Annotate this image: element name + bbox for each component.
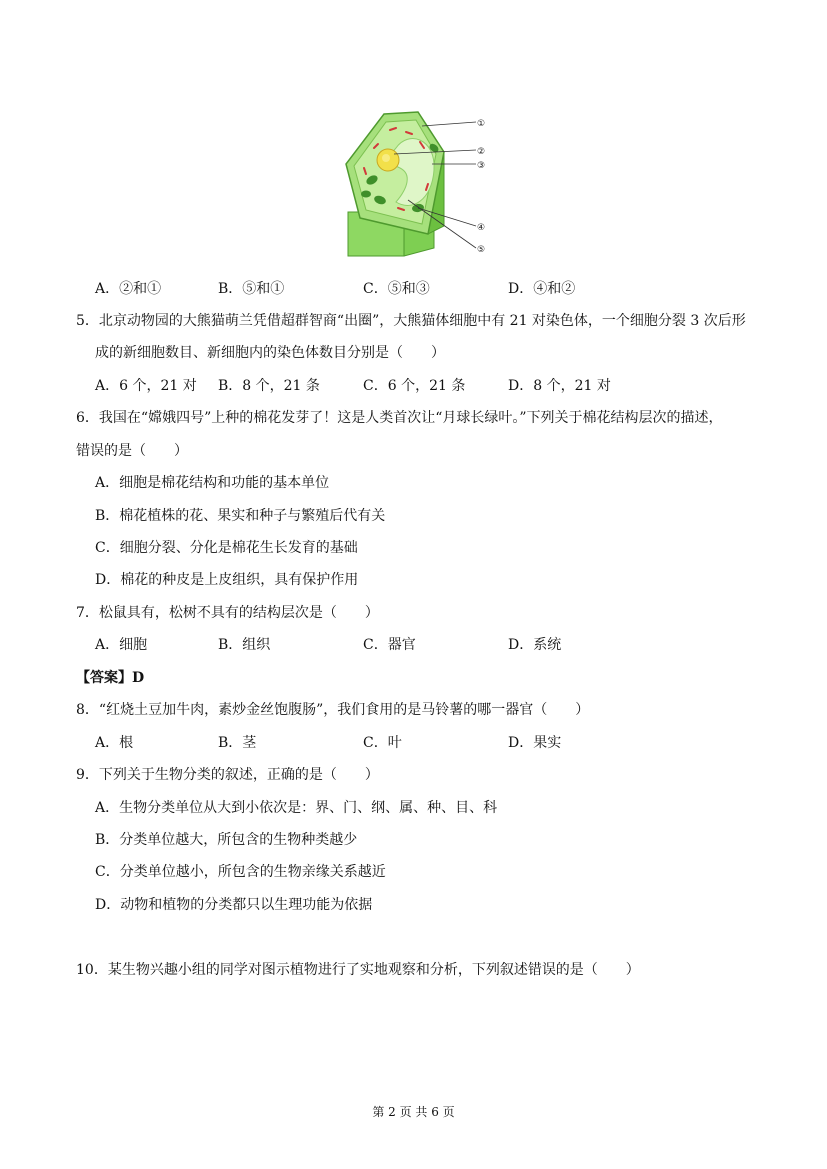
q6-option-a: A．细胞是棉花结构和功能的基本单位 xyxy=(95,475,330,491)
q10-stem: 10．某生物兴趣小组的同学对图示植物进行了实地观察和分析，下列叙述错误的是（ ） xyxy=(76,962,640,978)
label-4: ④ xyxy=(477,223,486,233)
label-5: ⑤ xyxy=(477,245,486,255)
label-3: ③ xyxy=(477,161,486,171)
q4-option-b: B．⑤和① xyxy=(218,281,285,297)
q6-option-d: D．棉花的种皮是上皮组织，具有保护作用 xyxy=(95,572,359,588)
q9-option-c: C．分类单位越小，所包含的生物亲缘关系越近 xyxy=(95,864,386,880)
q7-stem: 7．松鼠具有，松树不具有的结构层次是（ ） xyxy=(76,605,379,621)
q8-stem: 8．“红烧土豆加牛肉，素炒金丝饱腹肠”，我们食用的是马铃薯的哪一器官（ ） xyxy=(76,702,590,718)
page-footer: 第 2 页 共 6 页 xyxy=(372,1105,455,1119)
q6-stem-line2: 错误的是（ ） xyxy=(76,443,188,459)
q9-stem: 9．下列关于生物分类的叙述，正确的是（ ） xyxy=(76,767,379,783)
q5-option-c: C．6 个，21 条 xyxy=(363,378,466,394)
q7-option-b: B．组织 xyxy=(218,637,271,653)
q7-option-a: A．细胞 xyxy=(95,637,148,653)
q9-option-a: A．生物分类单位从大到小依次是：界、门、纲、属、种、目、科 xyxy=(95,800,498,816)
q6-option-c: C．细胞分裂、分化是棉花生长发育的基础 xyxy=(95,540,358,556)
q4-option-a: A．②和① xyxy=(95,281,162,297)
label-1: ① xyxy=(477,119,486,129)
q5-stem-line2: 成的新细胞数目、新细胞内的染色体数目分别是（ ） xyxy=(95,345,445,361)
q9-option-b: B．分类单位越大，所包含的生物种类越少 xyxy=(95,832,358,848)
q7-option-d: D．系统 xyxy=(508,637,562,653)
q8-option-b: B．茎 xyxy=(218,735,257,751)
q5-option-d: D．8 个，21 对 xyxy=(508,378,611,394)
label-2: ② xyxy=(477,147,486,157)
q5-option-b: B．8 个，21 条 xyxy=(218,378,320,394)
q5-stem-line1: 5．北京动物园的大熊猫萌兰凭借超群智商“出圈”，大熊猫体细胞中有 21 对染色体，一个细胞分裂 3 次后形 xyxy=(76,313,746,329)
plant-cell-figure xyxy=(338,108,498,258)
q5-option-a: A．6 个，21 对 xyxy=(95,378,197,394)
q6-stem-line1: 6．我国在“嫦娥四号”上种的棉花发芽了！这是人类首次让“月球长绿叶。”下列关于棉花结构层次的描述， xyxy=(76,410,723,426)
q8-option-c: C．叶 xyxy=(363,735,402,751)
q8-option-a: A．根 xyxy=(95,735,134,751)
q9-option-d: D．动物和植物的分类都只以生理功能为依据 xyxy=(95,897,373,913)
q4-option-c: C．⑤和③ xyxy=(363,281,430,297)
q4-option-d: D．④和② xyxy=(508,281,576,297)
q8-option-d: D．果实 xyxy=(508,735,562,751)
q6-option-b: B．棉花植株的花、果实和种子与繁殖后代有关 xyxy=(95,508,386,524)
q7-option-c: C．器官 xyxy=(363,637,416,653)
q7-answer: 【答案】D xyxy=(76,670,145,686)
